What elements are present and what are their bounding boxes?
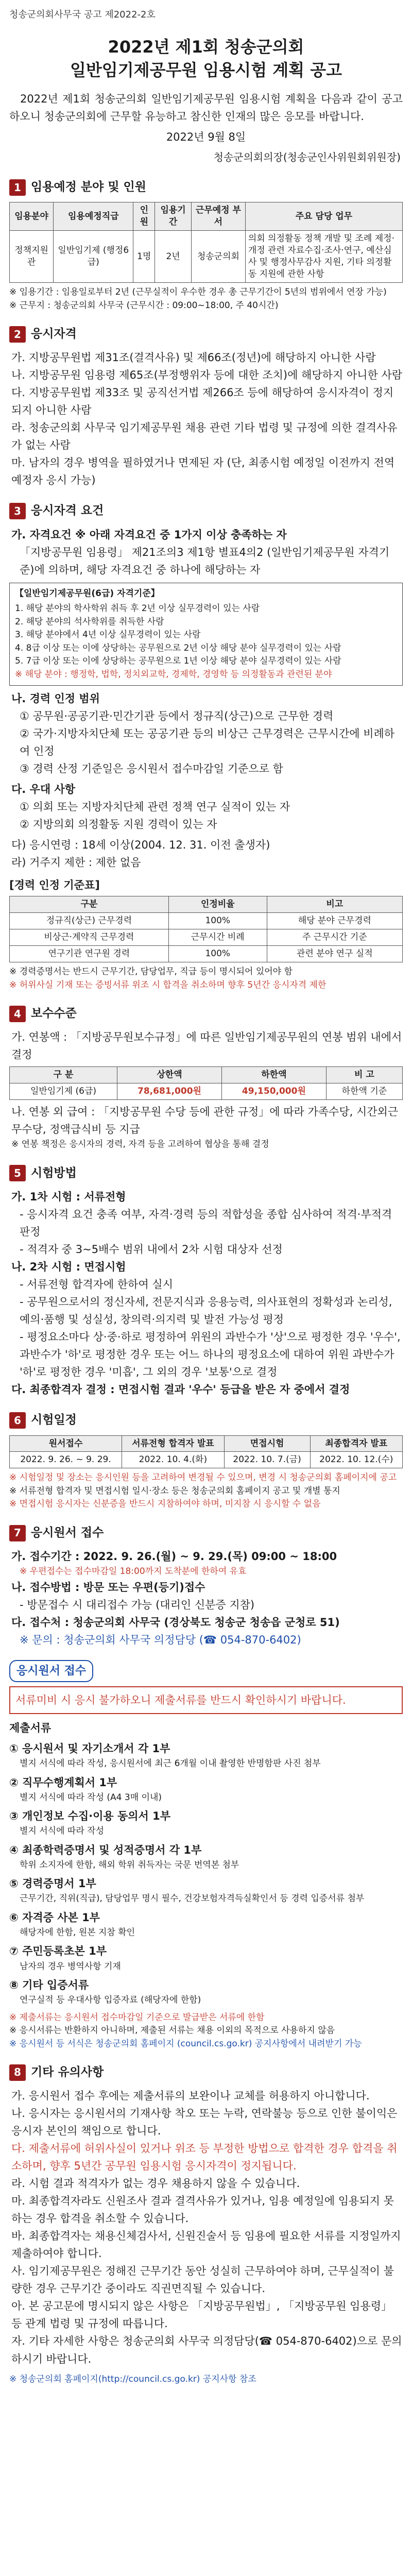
list-item: [9, 1942, 403, 1973]
section-number: 2: [9, 326, 26, 343]
table-cell: 2년: [155, 231, 192, 283]
qualification-lead: 가. 자격요건 ※ 아래 자격요건 중 1가지 이상 충족하는 자: [11, 528, 287, 541]
note-line: ※ 제출서류는 응시원서 접수마감일 기준으로 발급받은 서류에 한함: [9, 2012, 265, 2023]
list-item: 마. 남자의 경우 병역을 필하였거나 면제된 자 (단, 최종시험 예정일 이전까지 전역 예정자 응시 가능): [11, 456, 395, 487]
note-line: ※ 경력증명서는 반드시 근무기간, 담당업무, 직급 등이 명시되어 있어야 함: [9, 967, 293, 977]
table-header: 인원: [133, 202, 155, 231]
list-item: - 공무원으로서의 정신자세, 전문지식과 응용능력, 의사표현의 정확성과 논리성, 예의·품행 및 성실성, 창의력·의지력 및 발전 가능성 평정: [20, 1296, 392, 1326]
doc-desc: 연구실적 등 우대사항 입증자료 (해당자에 한함): [20, 1995, 201, 2006]
title-line-1: 2022년 제1회 청송군의회: [108, 37, 304, 57]
list-item: [9, 1875, 403, 1906]
section-number: 4: [9, 1006, 26, 1022]
list-item: 다. 제출서류에 허위사실이 있거나 위조 등 부정한 방법으로 합격한 경우 합격을 취소하며, 향후 5년간 공무원 임용시험 응시자격이 정지됩니다.: [11, 2142, 398, 2173]
table-cell: 비상근·계약직 근무경력: [10, 929, 169, 946]
note-line: ※ 면접시험 응시자는 신분증을 반드시 지참하여야 하며, 미지참 시 응시할 수 없음: [9, 1499, 321, 1510]
table-cell: 정규직(상근) 근무경력: [10, 913, 169, 929]
table-row: [10, 1083, 403, 1100]
list-item: 3. 해당 분야에서 4년 이상 실무경력이 있는 사람: [15, 630, 201, 640]
career-table-notes: [9, 965, 403, 992]
table-row: [10, 929, 403, 946]
list-item: 나. 2차 시험 : 면접시험: [11, 1261, 126, 1274]
list-item: 가. 지방공무원법 제31조(결격사유) 및 제66조(정년)에 해당하지 아니한 사람: [11, 351, 376, 364]
section-title: 보수수준: [31, 1007, 77, 1021]
notes-list: [9, 2087, 403, 2367]
table-cell: 근무시간 비례: [168, 929, 267, 946]
doc-name: ② 직무수행계획서 1부: [9, 1776, 117, 1789]
section-title: 임용예정 분야 및 인원: [31, 180, 146, 194]
list-item: ① 공무원·공공기관·민간기관 등에서 정규직(상근)으로 근무한 경력: [20, 710, 334, 723]
section-5-heading: [9, 1164, 403, 1183]
list-item: [9, 1841, 403, 1872]
list-item: - 평정요소마다 상·중·하로 평정하여 위원의 과반수가 '상'으로 평정한 경우 '우수', 과반수가 '하'로 평정한 경우 또는 어느 하나의 평정요소에 대하여 위원 과반수가 '하'로 평정한 경우 '미흡', 그 외의 경우 '보통'으로 결정: [20, 1331, 401, 1379]
table1-notes: [9, 286, 403, 312]
note-line: ※ 허위사실 기재 또는 증빙서류 위조 시 합격을 취소하며 향후 5년간 응시자격 제한: [9, 979, 327, 990]
doc-desc: 별지 서식에 따라 작성: [20, 1826, 105, 1837]
list-item: 4. 8급 이상 또는 이에 상당하는 공무원으로 2년 이상 해당 분야 실무경력이 있는 사람: [15, 642, 341, 653]
table-cell: 2022. 10. 12.(수): [310, 1452, 402, 1468]
list-item: 다. 최종합격자 결정 : 면접시험 결과 '우수' 등급을 받은 자 중에서 결정: [11, 1383, 350, 1396]
intro-paragraph: 2022년 제1회 청송군의회 일반임기제공무원 임용시험 계획을 다음과 같이 공고하오니 청송군의회에 근무할 유능하고 참신한 인재의 많은 응모를 바랍니다.: [9, 92, 403, 123]
application-receipt-list: [9, 1548, 403, 1649]
section-number: 5: [9, 1165, 26, 1181]
note-line: ※ 임용기간 : 임용일로부터 2년 (근무실적이 우수한 경우 총 근무기간이 5년의 범위에서 연장 가능): [9, 287, 387, 298]
table-row: [10, 913, 403, 929]
doc-desc: 남자의 경우 병역사항 기재: [20, 1961, 121, 1972]
section-number: 6: [9, 1412, 26, 1429]
table-cell: 100%: [168, 913, 267, 929]
section-title: 응시원서 접수: [31, 1526, 104, 1539]
residence-line: 라) 거주지 제한 : 제한 없음: [11, 856, 141, 869]
table-cell: 일반임기제 (6급): [10, 1083, 117, 1100]
section-title: 응시자격 요건: [31, 504, 104, 518]
list-item: [9, 1807, 403, 1838]
table-header: 임용예정직급: [54, 202, 133, 231]
table-header: 근무예정 부서: [191, 202, 245, 231]
apply-label: 응시원서 접수: [9, 1660, 93, 1683]
exam-method-list: [9, 1188, 403, 1398]
list-item: 바. 최종합격자는 채용신체검사서, 신원진술서 등 임용에 필요한 서류를 지정일까지 제출하여야 합니다.: [11, 2230, 401, 2260]
doc-desc: 근무기간, 직위(직급), 담당업무 명시 필수, 건강보험자격득실확인서 등 경력 입증서류 첨부: [20, 1893, 365, 1904]
position-table: [9, 202, 403, 283]
list-item: [9, 1740, 403, 1771]
note-line: ※ 연봉 책정은 응시자의 경력, 자격 등을 고려하여 협상을 통해 결정: [11, 1139, 269, 1150]
table-cell: 주 근무시간 기준: [267, 929, 402, 946]
doc-name: ⑤ 경력증명서 1부: [9, 1877, 96, 1890]
documents-list: [9, 1740, 403, 2007]
list-item: ② 지방의회 의정활동 지원 경력이 있는 자: [20, 818, 217, 831]
section-3-heading: [9, 501, 403, 520]
doc-name: ④ 최종학력증명서 및 성적증명서 각 1부: [9, 1843, 202, 1856]
schedule-table: [9, 1435, 403, 1469]
section-number: 7: [9, 1525, 26, 1541]
doc-name: ① 응시원서 및 자기소개서 각 1부: [9, 1742, 170, 1755]
table-cell: 연구기관 연구원 경력: [10, 946, 169, 962]
list-item: - 서류전형 합격자에 한하여 실시: [20, 1278, 173, 1291]
list-item: [9, 1774, 403, 1805]
issuer: 청송군의회의장(청송군인사위원회위원장): [213, 150, 401, 163]
qualification-intro: 「지방공무원 임용령」 제21조의3 제1항 별표4의2 (일반임기제공무원 자격기준)에 의하며, 해당 자격요건 중 하나에 해당하는 자: [20, 546, 390, 576]
preference-title: 다. 우대 사항: [11, 783, 76, 796]
table-header: 하한액: [221, 1067, 326, 1083]
list-item: 다. 지방공무원법 제33조 및 공직선거법 제266조 등에 해당하여 응시자격이 정지되지 아니한 사람: [11, 386, 394, 417]
list-item: 1. 해당 분야의 학사학위 취득 후 2년 이상 실무경력이 있는 사람: [15, 603, 260, 614]
notice-number: 청송군의회사무국 공고 제2022-2호: [9, 9, 156, 20]
list-item: 가. 접수기간 : 2022. 9. 26.(월) ~ 9. 29.(목) 09:00 ~ 18:00: [11, 1550, 337, 1563]
note-line: ※ 시험일정 및 장소는 응시인원 등을 고려하여 변경될 수 있으며, 변경 시 청송군의회 홈페이지에 공고: [9, 1472, 397, 1483]
list-item: 가. 응시원서 접수 후에는 제출서류의 보완이나 교체를 허용하지 아니합니다.: [11, 2090, 370, 2103]
career-table: [9, 896, 403, 962]
list-item: 나. 응시자는 응시원서의 기재사항 착오 또는 누락, 연락불능 등으로 인한 불이익은 응시자 본인의 책임으로 합니다.: [11, 2107, 398, 2138]
list-item: 마. 최종합격자라도 신원조사 결과 결격사유가 있거나, 임용 예정일에 임용되지 못하는 경우 합격을 취소할 수 있습니다.: [11, 2195, 394, 2225]
note-line: 나. 연봉 외 급여 : 「지방공무원 수당 등에 관한 규정」에 따라 가족수당, 시간외근무수당, 정액급식비 등 지급: [11, 1106, 399, 1136]
table-cell: 정책지원관: [10, 231, 54, 283]
section-title: 기타 유의사항: [31, 2065, 104, 2079]
table-row: [10, 231, 403, 283]
table-cell: 78,681,000원: [117, 1083, 222, 1100]
doc-name: ⑦ 주민등록초본 1부: [9, 1945, 107, 1958]
list-item: 자. 기타 자세한 사항은 청송군의회 사무국 의정담당(☎ 054-870-6402)으로 문의하시기 바랍니다.: [11, 2335, 402, 2365]
table-header: 비고: [267, 896, 402, 913]
doc-desc: 별지 서식에 따라 작성 (A4 3매 이내): [20, 1792, 162, 1803]
list-item: - 적격자 중 3~5배수 범위 내에서 2차 시험 대상자 선정: [20, 1243, 283, 1256]
table-header: 최종합격자 발표: [310, 1435, 402, 1452]
table-cell: 1명: [133, 231, 155, 283]
title-block: [9, 36, 403, 82]
section-4-heading: [9, 1004, 403, 1023]
section-title: 시험방법: [31, 1166, 77, 1180]
list-item: 나. 접수방법 : 방문 또는 우편(등기)접수: [11, 1581, 205, 1594]
list-item: 가. 1차 시험 : 서류전형: [11, 1191, 126, 1204]
doc-desc: 해당자에 한함, 원본 지참 확인: [20, 1927, 135, 1938]
age-line: 다) 응시연령 : 18세 이상(2004. 12. 31. 이전 출생자): [11, 839, 270, 852]
list-item: 사. 임기제공무원은 정해진 근무기간 동안 성실히 근무하여야 하며, 근무실적이 불량한 경우 근무기간 중이라도 직권면직될 수 있습니다.: [11, 2265, 394, 2295]
section-6-heading: [9, 1411, 403, 1430]
section-title: 응시자격: [31, 327, 77, 341]
section-1-heading: [9, 178, 403, 197]
list-item: 5. 7급 이상 또는 이에 상당하는 공무원으로 1년 이상 해당 분야 실무경력이 있는 사람: [15, 656, 341, 667]
list-item: 라. 시험 결과 적격자가 없는 경우 채용하지 않을 수 있습니다.: [11, 2177, 300, 2190]
list-item: 2. 해당 분야의 석사학위를 취득한 사람: [15, 616, 164, 627]
table-header: 상한액: [117, 1067, 222, 1083]
table-header: 서류전형 합격자 발표: [122, 1435, 225, 1452]
table-header: 구 분: [10, 1067, 117, 1083]
qualification-box: [9, 583, 403, 686]
table-header: 구분: [10, 896, 169, 913]
table-cell: 하한액 기준: [326, 1083, 402, 1100]
doc-desc: 별지 서식에 따라 작성, 응시원서에 최근 6개월 이내 촬영한 반명함판 사진 첨부: [20, 1758, 321, 1769]
list-item: ※ 우편접수는 접수마감일 18:00까지 도착분에 한하여 유효: [20, 1566, 247, 1577]
eligibility-list: [9, 349, 403, 489]
list-item: 나. 지방공무원 임용령 제65조(부정행위자 등에 대한 조치)에 해당하지 아니한 사람: [11, 369, 403, 382]
table-header: 임용기간: [155, 202, 192, 231]
note-line: ※ 응시서류는 반환하지 아니하며, 제출된 서류는 채용 이외의 목적으로 사용하지 않음: [9, 2025, 335, 2036]
list-item: ① 의회 또는 지방자치단체 관련 정책 연구 실적이 있는 자: [20, 801, 290, 814]
list-item: ② 국가·지방자치단체 또는 공공기관 등의 비상근 근무경력은 근무시간에 비례하여 인정: [20, 727, 395, 758]
section-8-heading: [9, 2063, 403, 2082]
doc-name: ⑥ 자격증 사본 1부: [9, 1911, 100, 1924]
red-notice-box: 서류미비 시 응시 불가하오니 제출서류를 반드시 확인하시기 바랍니다.: [9, 1686, 403, 1714]
note-line: ※ 근무지 : 청송군의회 사무국 (근무시간 : 09:00~18:00, 주 40시간): [9, 300, 279, 311]
table-header: 비 고: [326, 1067, 402, 1083]
table-header: 원서접수: [10, 1435, 122, 1452]
list-item: - 응시자격 요건 충족 여부, 자격·경력 등의 적합성을 종합 심사하여 적격·부적격 판정: [20, 1208, 392, 1239]
table-cell: 청송군의회: [191, 231, 245, 283]
list-item: ③ 경력 산정 기준일은 응시원서 접수마감일 기준으로 함: [20, 762, 283, 775]
doc-desc: 학위 소지자에 한함, 해외 학위 취득자는 국문 번역본 첨부: [20, 1859, 239, 1870]
table-row: [10, 1452, 403, 1468]
note-line: ※ 서류전형 합격자 및 면접시험 일시·장소 등은 청송군의회 홈페이지 공고 및 개별 통지: [9, 1485, 340, 1496]
table-cell: 의회 의정활동 정책 개발 및 조례 제정·개정 관련 자료수집·조사·연구, 예산심사 및 행정사무감사 지원, 기타 의정활동 지원에 관한 사항: [245, 231, 402, 283]
table-cell: 해당 분야 근무경력: [267, 913, 402, 929]
apply-heading: [9, 1660, 403, 1683]
box-note: ※ 해당 분야 : 행정학, 법학, 정치외교학, 경제학, 경영학 등 의정활동과 관련된 분야: [15, 669, 332, 680]
table-header: 주요 담당 업무: [245, 202, 402, 231]
note-line: ※ 응시원서 등 서식은 청송군의회 홈페이지 (council.cs.go.kr) 공지사항에서 내려받기 가능: [9, 2038, 362, 2049]
docs-heading: 제출서류: [9, 1722, 52, 1735]
list-item: 아. 본 공고문에 명시되지 않은 사항은 「지방공무원법」, 「지방공무원 임용령」 등 관계 법령 및 규정에 따릅니다.: [11, 2300, 392, 2330]
section-2-heading: [9, 325, 403, 344]
section-title: 시험일정: [31, 1413, 77, 1427]
footer-note: ※ 청송군의회 홈페이지(http://council.cs.go.kr) 공지사항 참조: [9, 2374, 256, 2384]
career-range-title: 나. 경력 인정 범위: [11, 692, 100, 705]
table-cell: 2022. 10. 4.(화): [122, 1452, 225, 1468]
list-item: [9, 1909, 403, 1940]
salary-table: [9, 1066, 403, 1100]
table-header: 면접시험: [224, 1435, 310, 1452]
table-cell: 일반임기제 (행정6급): [54, 231, 133, 283]
title-line-2: 일반임기제공무원 임용시험 계획 공고: [70, 60, 342, 80]
section-number: 8: [9, 2064, 26, 2081]
salary-notes: [9, 1103, 403, 1151]
career-table-title: [경력 인정 기준표]: [9, 879, 100, 892]
salary-lead: 가. 연봉액 : 「지방공무원보수규정」에 따른 일반임기제공무원의 연봉 범위 내에서 결정: [11, 1031, 402, 1061]
table-cell: 100%: [168, 946, 267, 962]
schedule-notes: [9, 1471, 403, 1511]
docs-notes: [9, 2011, 403, 2051]
table-cell: 관련 분야 연구 실적: [267, 946, 402, 962]
list-item: 다. 접수처 : 청송군의회 사무국 (경상북도 청송군 청송읍 군청로 51): [11, 1616, 340, 1629]
section-number: 1: [9, 179, 26, 196]
doc-name: ③ 개인정보 수집·이용 동의서 1부: [9, 1810, 171, 1823]
box-title: 【일반임기제공무원(6급) 자격기준】: [15, 588, 160, 599]
list-item: - 방문접수 시 대리접수 가능 (대리인 신분증 지참): [20, 1598, 255, 1611]
table-header: 인정비율: [168, 896, 267, 913]
table-cell: 2022. 10. 7.(금): [224, 1452, 310, 1468]
doc-name: ⑧ 기타 입증서류: [9, 1979, 89, 1991]
section-7-heading: [9, 1523, 403, 1543]
table-header: 임용분야: [10, 202, 54, 231]
notice-date: 2022년 9월 8일: [166, 130, 246, 143]
table-row: [10, 946, 403, 962]
list-item: ※ 문의 : 청송군의회 사무국 의정담당 (☎ 054-870-6402): [20, 1633, 301, 1646]
list-item: [9, 1976, 403, 2007]
table-cell: 2022. 9. 26. ~ 9. 29.: [10, 1452, 122, 1468]
section-number: 3: [9, 503, 26, 519]
table-cell: 49,150,000원: [221, 1083, 326, 1100]
list-item: 라. 청송군의회 사무국 임기제공무원 채용 관련 기타 법령 및 규정에 의한 결격사유가 없는 사람: [11, 421, 398, 452]
